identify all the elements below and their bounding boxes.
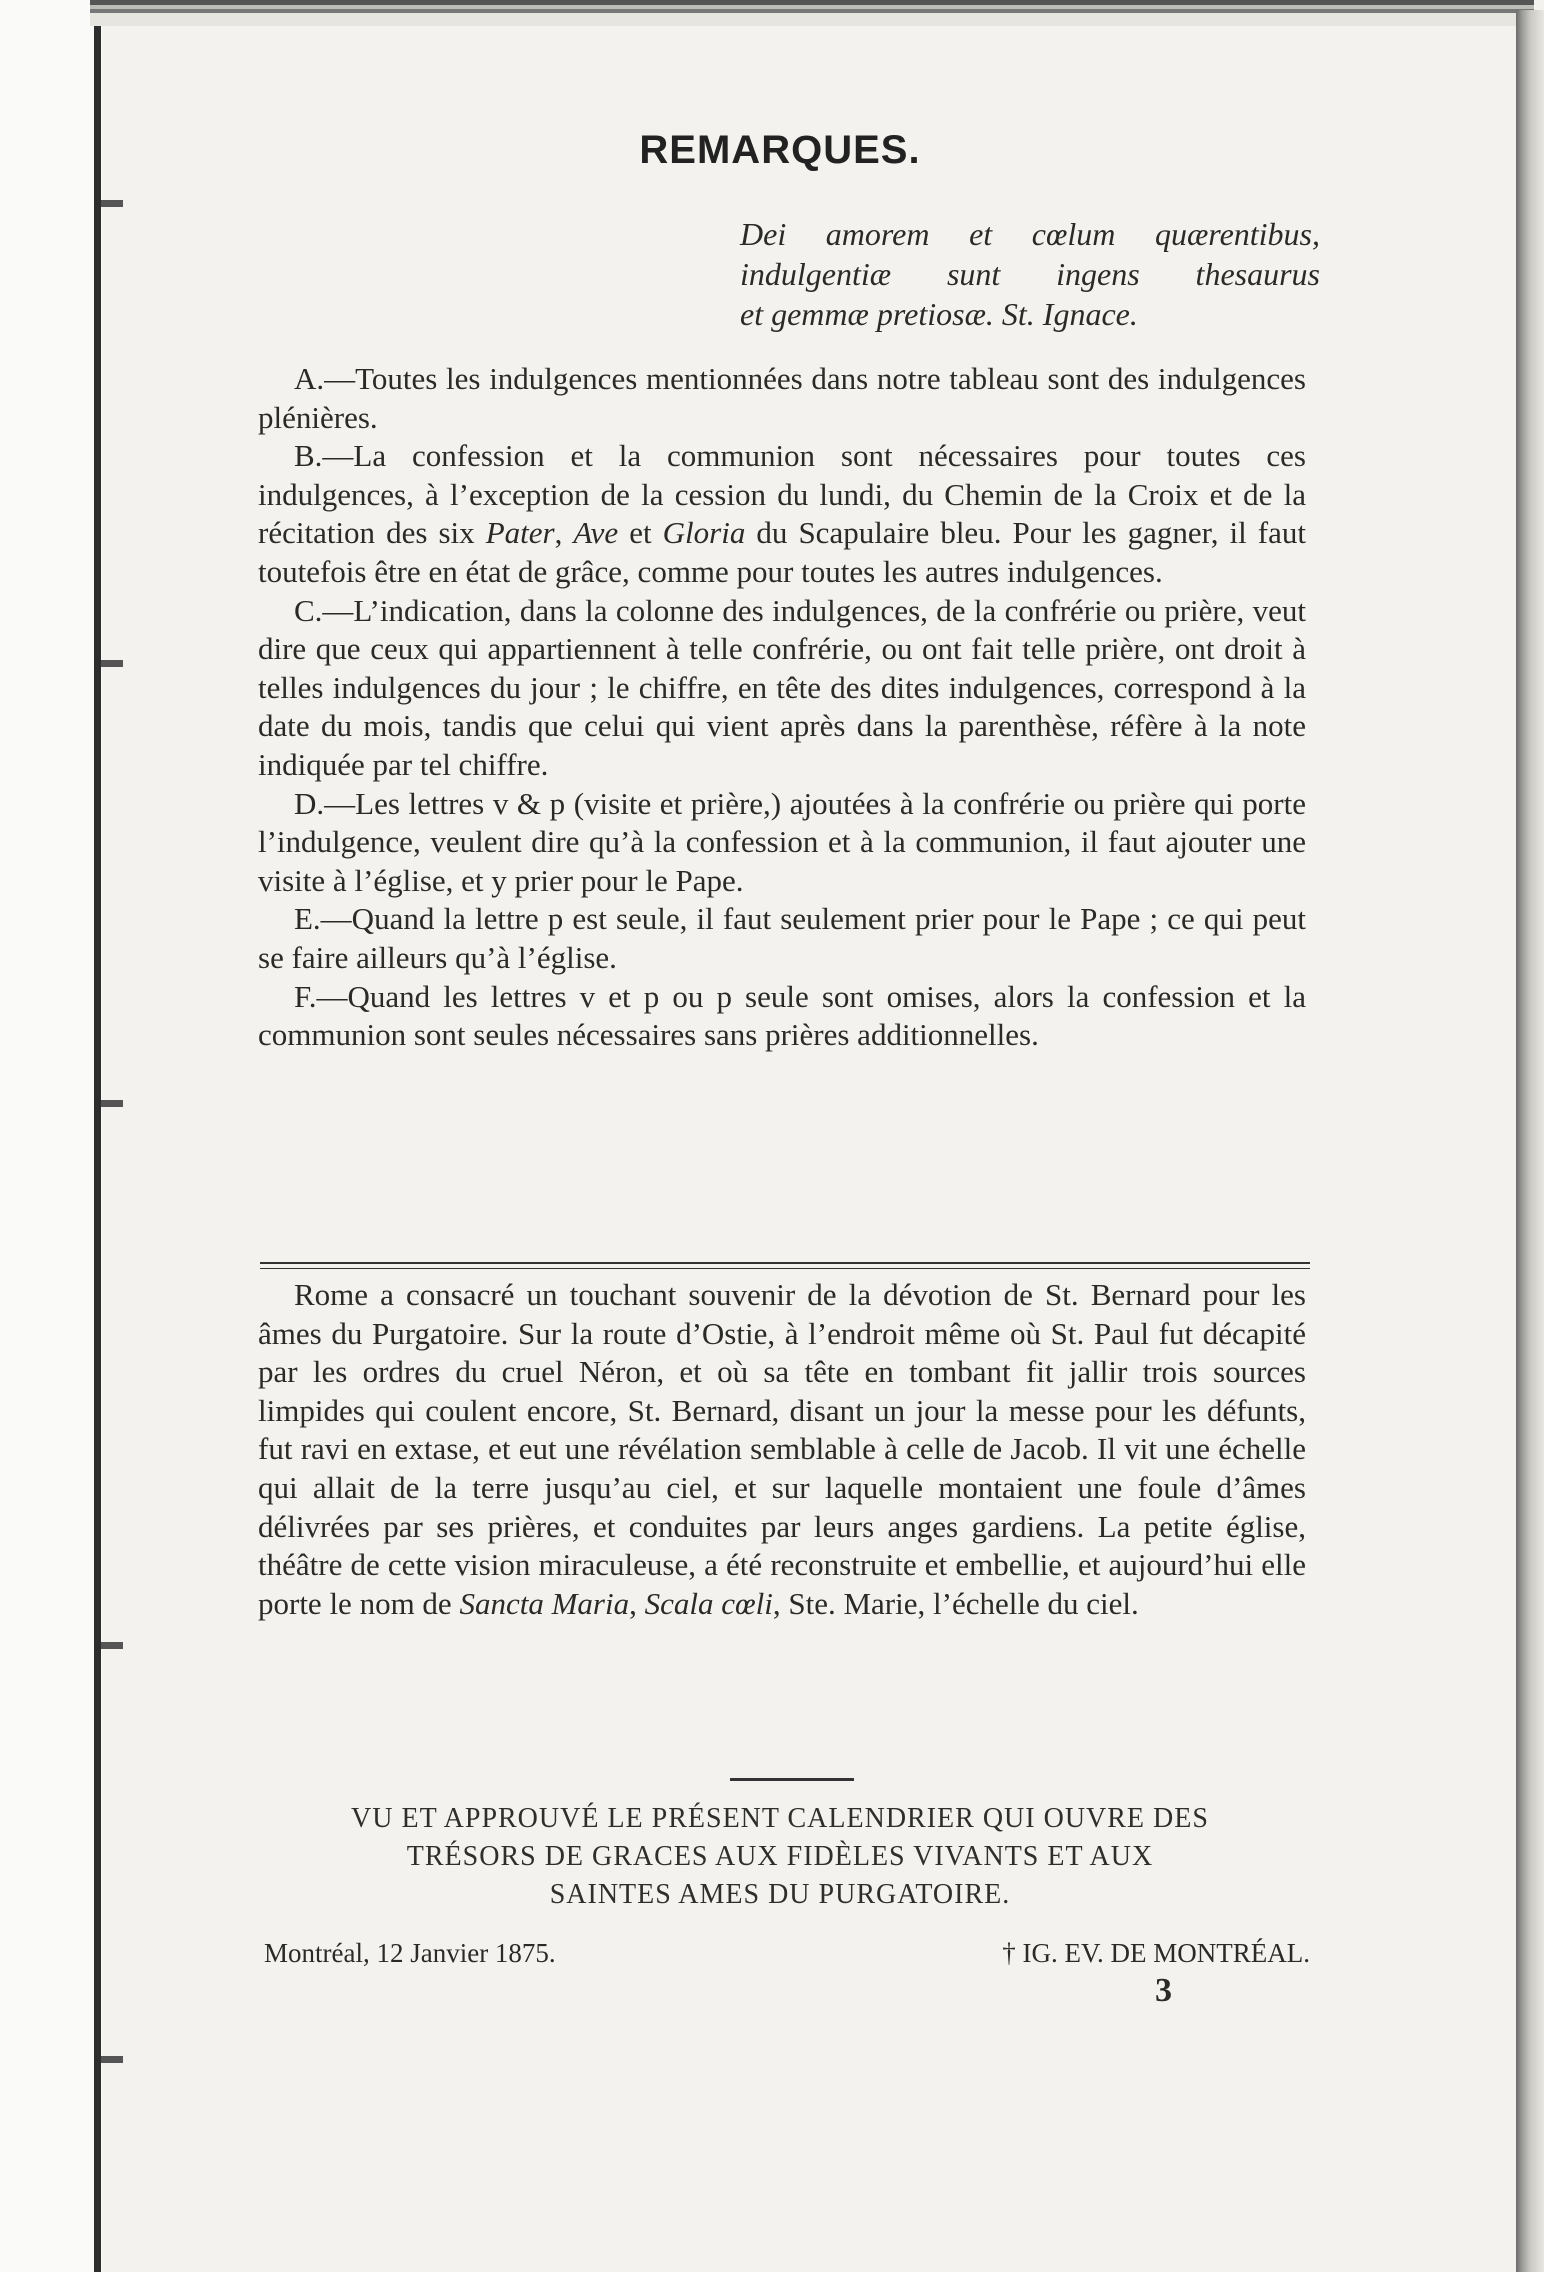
approval-line: SAINTES AMES DU PURGATOIRE. (549, 1879, 1011, 1910)
page-binding-edge (94, 14, 101, 2272)
remark-f: F.—Quand les lettres v et p ou p seule sont omises, alors la confession et la communion sont seules nécessaires sans prières additionnelles. (258, 978, 1306, 1053)
remark-c: C.—L’indication, dans la colonne des indulgences, de la confrérie ou prière, veut dire que ceux qui appartiennent à telle confrérie, ou ont fait telle prière, ont droit à telles indulgences du jour ; le chiffre, en tête des dites indulgences, correspond à la date du mois, tandis que celui qui vient après dans la parenthèse, réfère à la note indiquée par tel chiffre. (258, 592, 1306, 782)
story-section (258, 1276, 1306, 1623)
binding-mark (101, 200, 123, 207)
page-right-edge (1516, 10, 1544, 2272)
binding-mark (101, 1642, 123, 1649)
section-divider (260, 1262, 1310, 1264)
approval-block (250, 1800, 1310, 1914)
binding-mark (101, 2056, 123, 2063)
signer: † IG. EV. DE MONTRÉAL. (1002, 1938, 1310, 1968)
remark-d: D.—Les lettres v & p (visite et prière,) ajoutées à la confrérie ou prière qui porte l’indulgence, veulent dire qu’à la confession et à la communion, il faut ajouter une visite à l’église, et y prier pour le Pape. (258, 785, 1306, 898)
page-number: 3 (1155, 1972, 1172, 2009)
epigraph (740, 214, 1320, 334)
epigraph-line: indulgentiæ sunt ingens thesaurus (740, 256, 1320, 292)
signature-row (264, 1938, 1310, 1969)
remark-e: E.—Quand la lettre p est seule, il faut seulement prier pour le Pape ; ce qui peut se faire ailleurs qu’à l’église. (258, 901, 1306, 975)
page-left-margin (0, 0, 102, 2272)
short-divider (730, 1778, 854, 1781)
remark-b: B.—La confession et la communion sont nécessaires pour toutes ces indulgences, à l’exception de la cession du lundi, du Chemin de la Croix et de la récitation des six Pater, Ave et Gloria du Scapulaire bleu. Pour les gagner, il faut toutefois être en état de grâce, comme pour toutes les autres indulgences. (258, 438, 1306, 589)
approval-line: TRÉSORS DE GRACES AUX FIDÈLES VIVANTS ET AUX (406, 1841, 1154, 1872)
approval-line: VU ET APPROUVÉ LE PRÉSENT CALENDRIER QUI OUVRE DES (351, 1803, 1209, 1834)
binding-mark (101, 1100, 123, 1107)
binding-mark (101, 660, 123, 667)
page-title: REMARQUES. (639, 128, 921, 172)
epigraph-line: Dei amorem et cœlum quærentibus, (740, 216, 1320, 252)
epigraph-line: et gemmæ pretiosæ. St. Ignace. (740, 296, 1138, 332)
remark-a: A.—Toutes les indulgences mentionnées dans notre tableau sont des indulgences plénières. (258, 361, 1306, 435)
story-paragraph: Rome a consacré un touchant souvenir de la dévotion de St. Bernard pour les âmes du Purgatoire. Sur la route d’Ostie, à l’endroit même où St. Paul fut décapité par les ordres du cruel Néron, et où sa tête en tombant fit jallir trois sources limpides qui coulent encore, St. Bernard, disant un jour la messe pour les défunts, fut ravi en extase, et eut une révélation semblable à celle de Jacob. Il vit une échelle qui allait de la terre jusqu’au ciel, et sur laquelle montaient une foule d’âmes délivrées par ses prières, et conduites par leurs anges gardiens. La petite église, théâtre de cette vision miraculeuse, a été reconstruite et embellie, et aujourd’hui elle porte le nom de Sancta Maria, Scala cœli, Ste. Marie, l’échelle du ciel. (258, 1277, 1306, 1621)
place-date: Montréal, 12 Janvier 1875. (264, 1938, 556, 1968)
document-page (250, 0, 1320, 2272)
remarks-section (258, 360, 1306, 1055)
